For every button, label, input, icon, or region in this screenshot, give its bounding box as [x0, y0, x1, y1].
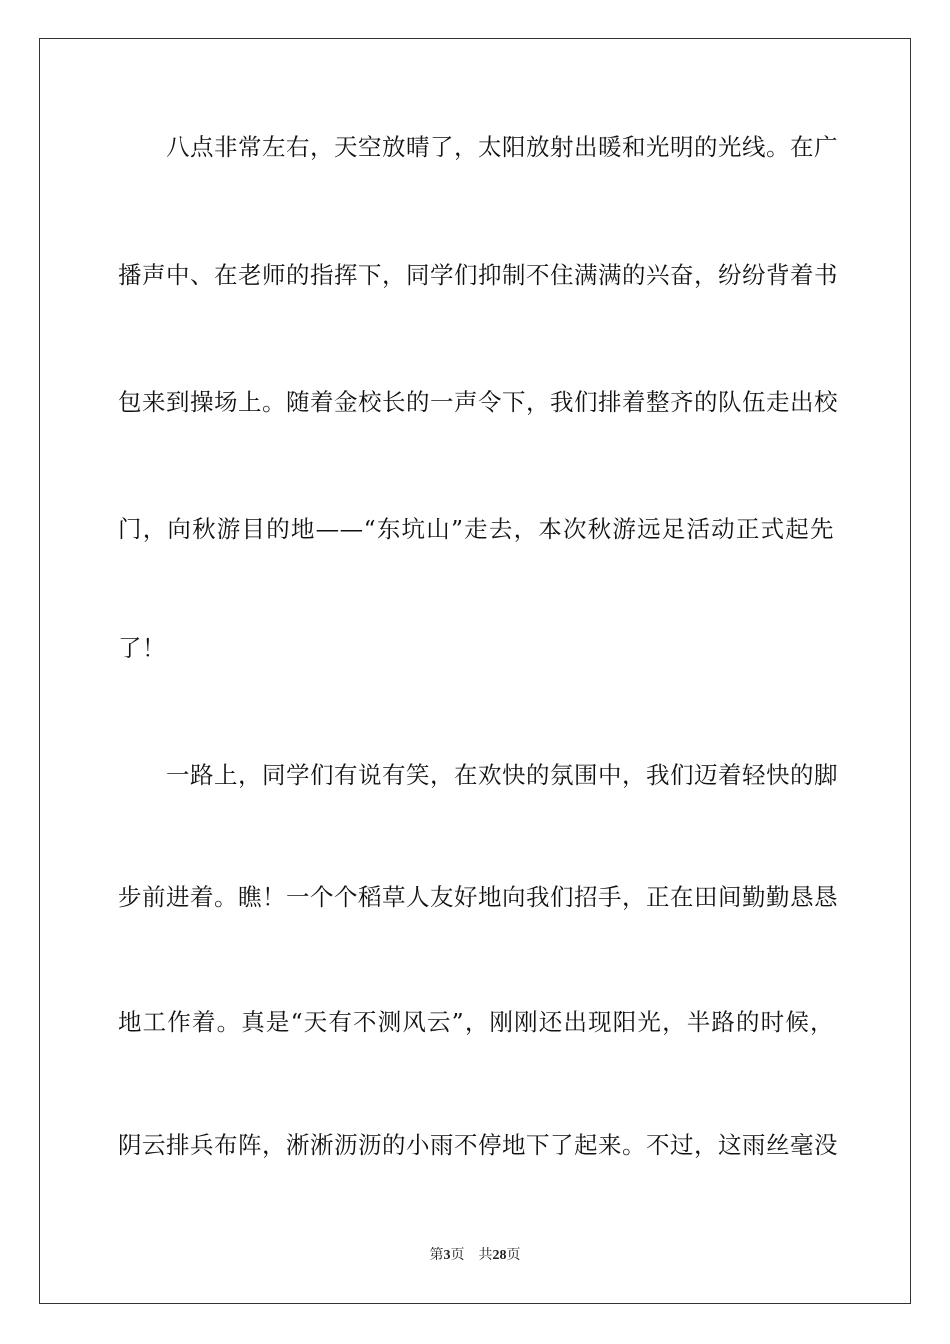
page-suffix: 页 — [450, 1248, 465, 1263]
page-border — [39, 38, 911, 1304]
paragraph-1-line-2: 播声中、在老师的指挥下，同学们抑制不住满满的兴奋，纷纷背着书 — [118, 261, 838, 289]
paragraph-1-line-5: 了！ — [118, 634, 166, 662]
page-footer — [0, 1246, 950, 1266]
total-prefix: 共 — [478, 1248, 493, 1263]
paragraph-2-line-4: 阴云排兵布阵，淅淅沥沥的小雨不停地下了起来。不过，这雨丝毫没 — [118, 1131, 838, 1159]
page-prefix: 第 — [429, 1248, 444, 1263]
paragraph-1-line-4: 门，向秋游目的地——“东坑山”走去，本次秋游远足活动正式起先 — [118, 515, 834, 543]
paragraph-1-line-3: 包来到操场上。随着金校长的一声令下，我们排着整齐的队伍走出校 — [118, 388, 838, 416]
page-number: 3 — [443, 1248, 451, 1263]
paragraph-2-line-2: 步前进着。瞧！一个个稻草人友好地向我们招手，正在田间勤勤恳恳 — [118, 883, 838, 911]
paragraph-2-line-1: 一路上，同学们有说有笑，在欢快的氛围中，我们迈着轻快的脚 — [166, 761, 838, 789]
paragraph-1-line-1: 八点非常左右，天空放晴了，太阳放射出暖和光明的光线。在广 — [166, 133, 838, 161]
total-pages: 28 — [492, 1248, 507, 1263]
total-suffix: 页 — [506, 1248, 521, 1263]
paragraph-2-line-3: 地工作着。真是“天有不测风云”，刚刚还出现阳光，半路的时候， — [118, 1008, 834, 1036]
